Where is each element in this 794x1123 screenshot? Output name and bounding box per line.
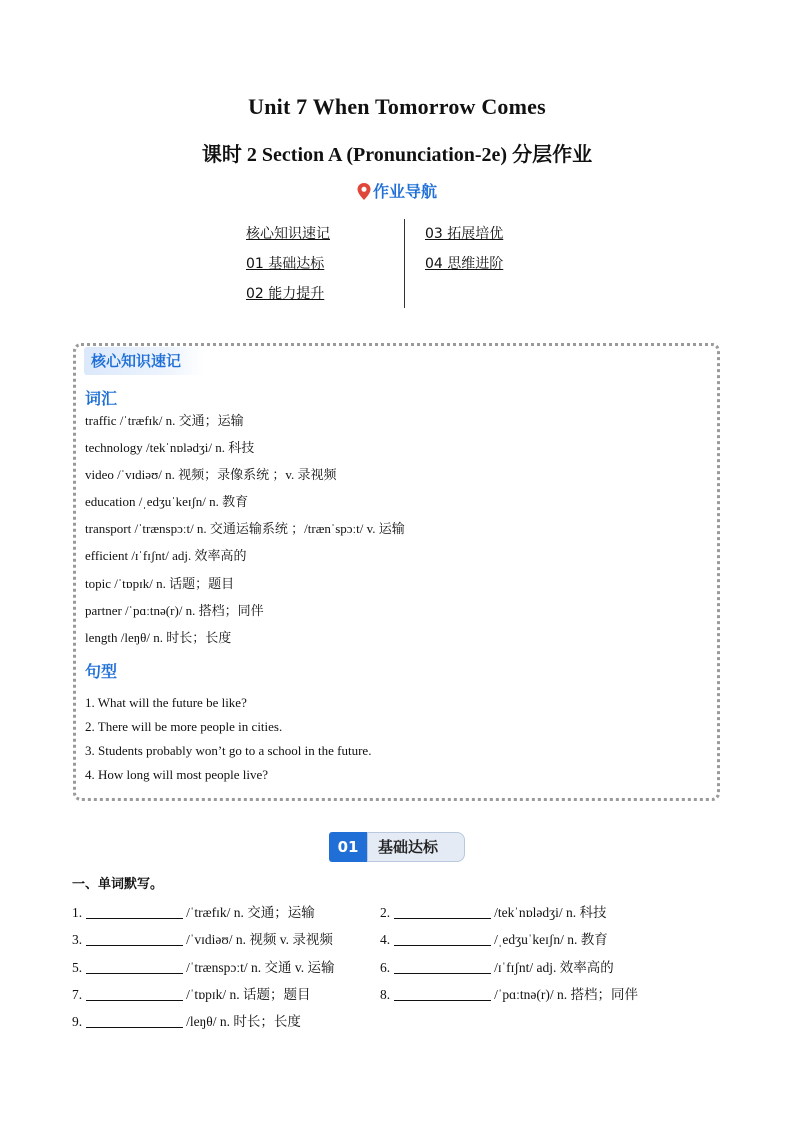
- vocab-item: video /ˈvɪdiəʊ/ n. 视频；录像系统 ；v. 录视频: [85, 467, 337, 482]
- vocab-item: topic /ˈtɒpɪk/ n. 话题；题目: [85, 576, 235, 591]
- nav-link-03-extend[interactable]: 03 拓展培优: [425, 226, 504, 242]
- question-heading: 一、单词默写。: [72, 877, 164, 892]
- exercise-item: [72, 901, 315, 921]
- exercise-prompt: /ˈtrænspɔːt/ n. 交通 v. 运输: [186, 960, 335, 975]
- sentence-item: 1. What will the future be like?: [85, 695, 247, 710]
- nav-heading: [0, 179, 794, 202]
- nav-link-02-ability[interactable]: 02 能力提升: [246, 286, 325, 302]
- vocab-item: efficient /ɪˈfɪʃnt/ adj. 效率高的: [85, 548, 247, 563]
- exercise-prompt: /ˈtɒpɪk/ n. 话题；题目: [186, 987, 311, 1002]
- answer-blank[interactable]: [394, 960, 491, 974]
- sentence-item: 3. Students probably won’t go to a school in the future.: [85, 743, 372, 758]
- exercise-item: [380, 983, 638, 1003]
- exercise-prompt: /ɪˈfɪʃnt/ adj. 效率高的: [494, 960, 614, 975]
- sentence-heading: 句型: [85, 662, 118, 681]
- answer-blank[interactable]: [86, 960, 183, 974]
- answer-blank[interactable]: [394, 932, 491, 946]
- exercise-item: [72, 956, 335, 976]
- exercise-number: 8.: [380, 987, 391, 1002]
- knowledge-box-label: 核心知识速记: [84, 347, 204, 375]
- vocab-item: traffic /ˈtræfɪk/ n. 交通；运输: [85, 413, 244, 428]
- section-label: 基础达标: [367, 832, 465, 862]
- exercise-prompt: /ˌedʒuˈkeɪʃn/ n. 教育: [494, 932, 608, 947]
- answer-blank[interactable]: [394, 987, 491, 1001]
- vocab-item: length /leŋθ/ n. 时长；长度: [85, 630, 232, 645]
- vocab-item: education /ˌedʒuˈkeɪʃn/ n. 教育: [85, 494, 249, 509]
- exercise-prompt: /ˈtræfɪk/ n. 交通；运输: [186, 905, 315, 920]
- exercise-number: 2.: [380, 905, 391, 920]
- answer-blank[interactable]: [86, 932, 183, 946]
- nav-link-core-knowledge[interactable]: 核心知识速记: [246, 226, 330, 242]
- exercise-prompt: /tekˈnɒlədʒi/ n. 科技: [494, 905, 607, 920]
- answer-blank[interactable]: [394, 905, 491, 919]
- nav-link-01-basic[interactable]: 01 基础达标: [246, 256, 325, 272]
- location-pin-icon: [357, 183, 371, 200]
- answer-blank[interactable]: [86, 1014, 183, 1028]
- exercise-item: [72, 1010, 301, 1030]
- exercise-number: 9.: [72, 1014, 83, 1029]
- nav-link-04-thinking[interactable]: 04 思维进阶: [425, 256, 504, 272]
- nav-left-column: [246, 219, 330, 309]
- exercise-item: [72, 983, 311, 1003]
- exercise-number: 1.: [72, 905, 83, 920]
- exercise-prompt: /leŋθ/ n. 时长；长度: [186, 1014, 301, 1029]
- nav-heading-text: 作业导航: [372, 182, 437, 201]
- exercise-prompt: /ˈvɪdiəʊ/ n. 视频 v. 录视频: [186, 932, 333, 947]
- exercise-item: [380, 901, 607, 921]
- sentence-item: 4. How long will most people live?: [85, 767, 269, 782]
- vocab-item: partner /ˈpɑːtnə(r)/ n. 搭档；同伴: [85, 603, 264, 618]
- section-01-badge: [329, 832, 465, 862]
- exercise-number: 4.: [380, 932, 391, 947]
- nav-divider: [404, 219, 405, 308]
- vocab-item: transport /ˈtrænspɔːt/ n. 交通运输系统 ；/trænˈspɔːt/ v. 运输: [85, 521, 405, 536]
- answer-blank[interactable]: [86, 905, 183, 919]
- vocab-heading: 词汇: [85, 389, 118, 408]
- exercise-item: [380, 928, 608, 948]
- vocab-item: technology /tekˈnɒlədʒi/ n. 科技: [85, 440, 255, 455]
- exercise-item: [380, 956, 614, 976]
- document-title: Unit 7 When Tomorrow Comes: [248, 94, 546, 119]
- exercise-number: 6.: [380, 960, 391, 975]
- exercise-prompt: /ˈpɑːtnə(r)/ n. 搭档；同伴: [494, 987, 639, 1002]
- exercise-number: 5.: [72, 960, 83, 975]
- nav-right-column: [425, 219, 503, 279]
- exercise-number: 7.: [72, 987, 83, 1002]
- document-subtitle: 课时 2 Section A (Pronunciation-2e) 分层作业: [201, 144, 593, 166]
- exercise-item: [72, 928, 333, 948]
- answer-blank[interactable]: [86, 987, 183, 1001]
- exercise-number: 3.: [72, 932, 83, 947]
- sentence-item: 2. There will be more people in cities.: [85, 719, 283, 734]
- section-number: 01: [329, 832, 367, 862]
